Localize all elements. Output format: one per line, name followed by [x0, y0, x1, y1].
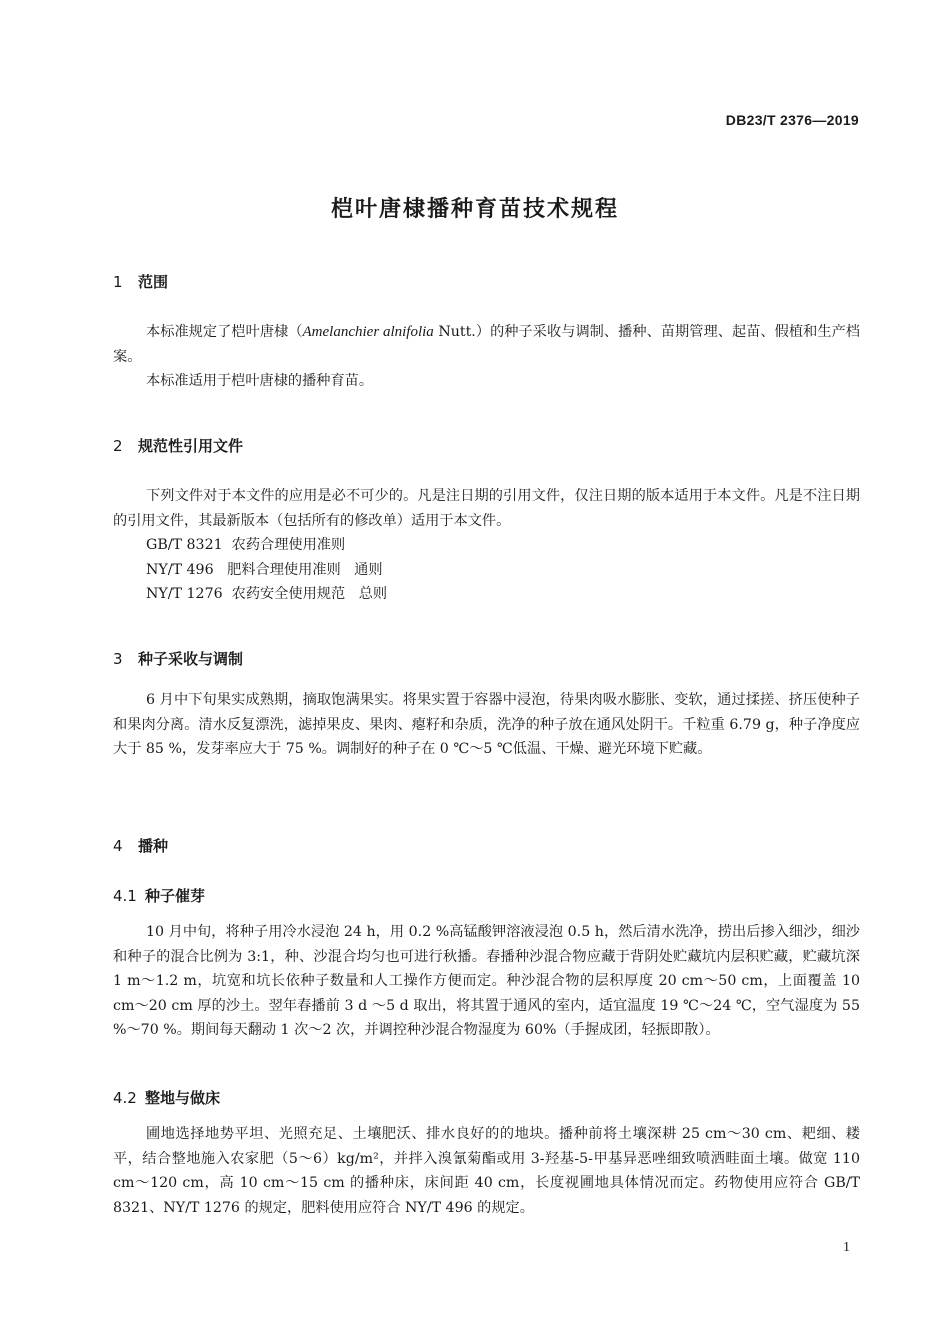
section-number: 2 [113, 437, 123, 455]
section-4-heading [113, 835, 168, 856]
section-4-2-heading [113, 1087, 220, 1108]
paragraph: 下列文件对于本文件的应用是必不可少的。凡是注日期的引用文件，仅注日期的版本适用于本文件。凡是不注日期的引用文件，其最新版本（包括所有的修改单）适用于本文件。 [113, 488, 860, 529]
section-1-heading [113, 271, 168, 292]
paragraph: 10 月中旬，将种子用冷水浸泡 24 h，用 0.2 %高锰酸钾溶液浸泡 0.5 h，然后清水洗净，捞出后掺入细沙，细沙和种子的混合比例为 3:1，种、沙混合均匀也可进行秋播。春播种沙混合物应藏于背阴处贮藏坑内层积贮藏，贮藏坑深 1 m～1.2 m，坑宽和坑长依种子数量和人工操作方便而定。种沙混合物的层积厚度 20 cm～50 cm，上面覆盖 10 cm～20 cm 厚的沙土。翌年春播前 3 d ～5 d 取出，将其置于通风的室内，适宜温度 19 ℃～24 ℃，空气湿度为 55 %～70 %。期间每天翻动 1 次～2 次，并调控种沙混合物湿度为 60%（手握成团，轻振即散）。 [113, 924, 860, 1039]
reference-item: NY/T 1276 农药安全使用规范 总则 [146, 586, 388, 603]
section-number: 4 [113, 837, 123, 855]
page-title: 桤叶唐棣播种育苗技术规程 [330, 197, 619, 222]
section-2-body [113, 484, 860, 607]
section-number: 1 [113, 273, 123, 291]
reference-item: GB/T 8321 农药合理使用准则 [146, 537, 346, 554]
section-title: 范围 [138, 273, 169, 291]
reference-item: NY/T 496 肥料合理使用准则 通则 [146, 561, 383, 578]
section-title: 整地与做床 [145, 1089, 221, 1107]
section-1-body [113, 320, 860, 394]
section-3-body [113, 688, 860, 762]
paragraph: 本标准规定了桤叶唐棣（Amelanchier alnifolia Nutt.）的种子采收与调制、播种、苗期管理、起苗、假植和生产档案。 [113, 324, 860, 365]
section-2-heading [113, 435, 243, 456]
paragraph: 6 月中下旬果实成熟期，摘取饱满果实。将果实置于容器中浸泡，待果肉吸水膨胀、变软，通过揉搓、挤压使种子和果肉分离。清水反复漂洗，滤掉果皮、果肉、瘪籽和杂质，洗净的种子放在通风处阴干。千粒重 6.79 g，种子净度应大于 85 %，发芽率应大于 75 %。调制好的种子在 0 ℃～5 ℃低温、干燥、避光环境下贮藏。 [113, 692, 860, 758]
page-number: 1 [843, 1240, 850, 1255]
section-4-2-body [113, 1122, 860, 1220]
section-title: 种子采收与调制 [138, 650, 244, 668]
paragraph: 本标准适用于桤叶唐棣的播种育苗。 [146, 373, 374, 390]
section-3-heading [113, 648, 243, 669]
section-title: 种子催芽 [145, 887, 206, 905]
section-4-1-heading [113, 885, 205, 906]
section-number: 3 [113, 650, 123, 668]
section-number: 4.1 [113, 887, 137, 905]
section-title: 播种 [138, 837, 169, 855]
document-number: DB23/T 2376—2019 [725, 112, 859, 128]
section-number: 4.2 [113, 1089, 137, 1107]
paragraph: 圃地选择地势平坦、光照充足、土壤肥沃、排水良好的的地块。播种前将土壤深耕 25 cm～30 cm、耙细、耧平，结合整地施入农家肥（5～6）kg/m²，并拌入溴氰菊酯或用 3-羟基-5-甲基异恶唑细致喷洒畦面土壤。做宽 110 cm～120 cm，高 10 cm～15 cm 的播种床，床间距 40 cm，长度视圃地具体情况而定。药物使用应符合 GB/T 8321、NY/T 1276 的规定，肥料使用应符合 NY/T 496 的规定。 [113, 1126, 860, 1216]
section-title: 规范性引用文件 [138, 437, 244, 455]
section-4-1-body [113, 920, 860, 1043]
